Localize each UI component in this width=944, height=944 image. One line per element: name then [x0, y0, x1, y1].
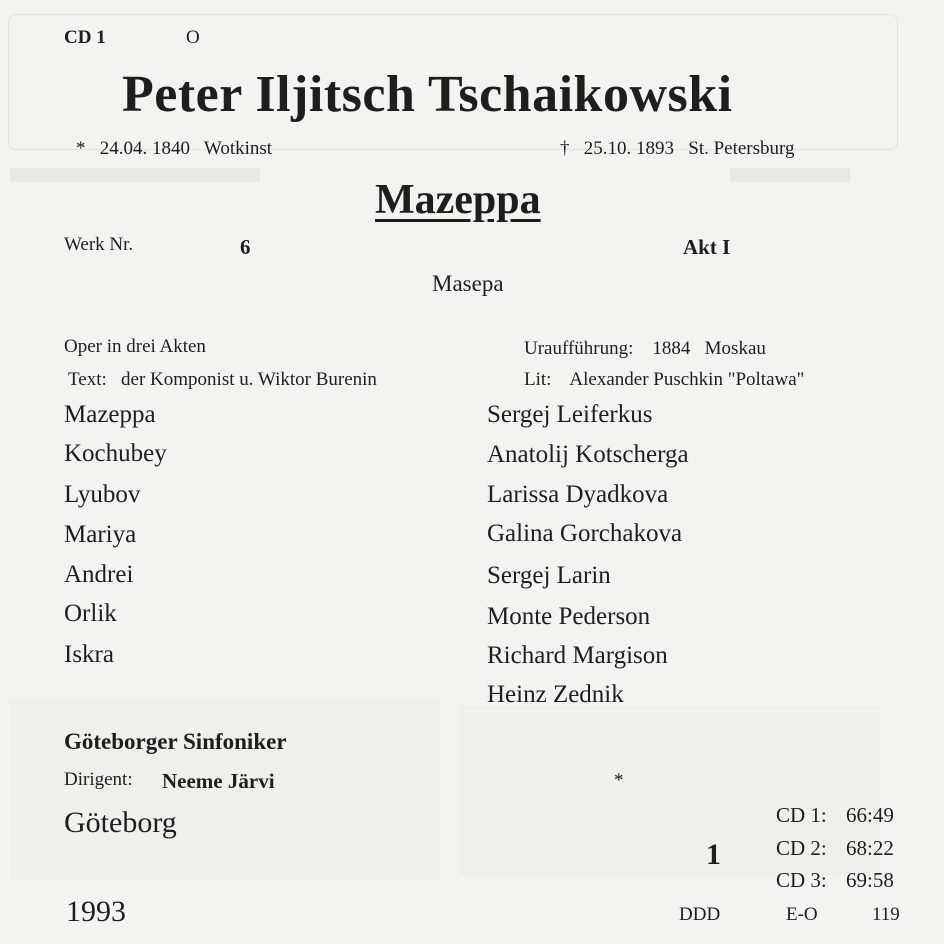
genre: Oper in drei Akten	[64, 336, 206, 357]
death-symbol: †	[560, 138, 570, 159]
recording-format: DDD	[679, 904, 721, 925]
cast-role: Kochubey	[64, 440, 167, 467]
death-date: 25.10. 1893	[583, 138, 674, 159]
work-number: 6	[240, 235, 251, 259]
cast-singer: Heinz Zednik	[487, 681, 624, 708]
birth-line	[76, 138, 272, 160]
cast-role: Orlik	[64, 600, 117, 627]
cast-singer: Anatolij Kotscherga	[487, 441, 689, 468]
conductor-name: Neeme Järvi	[162, 769, 275, 793]
disc-duration-label: CD 3:	[776, 868, 827, 892]
birth-date: 24.04. 1840	[99, 138, 190, 159]
birth-place: Wotkinst	[203, 138, 273, 159]
disc-duration-time: 68:22	[846, 836, 894, 860]
cast-singer: Richard Margison	[487, 642, 668, 669]
orchestra: Göteborger Sinfoniker	[64, 729, 287, 754]
cast-singer: Sergej Larin	[487, 562, 611, 589]
disc-duration-label: CD 2:	[776, 836, 827, 860]
cast-role: Mariya	[64, 521, 137, 548]
recording-place: Göteborg	[64, 806, 177, 839]
opera-title: Mazeppa	[375, 177, 541, 223]
literature-label: Lit:	[524, 369, 552, 390]
recording-year: 1993	[66, 895, 126, 928]
disc-duration-time: 66:49	[846, 803, 894, 827]
birth-symbol: *	[76, 138, 86, 159]
catalog-number: 119	[872, 904, 900, 925]
death-line	[560, 138, 795, 160]
cast-singer: Monte Pederson	[487, 603, 651, 630]
composer-name: Peter Iljitsch Tschaikowski	[122, 66, 733, 123]
cast-role: Iskra	[64, 641, 114, 668]
ghost-line	[730, 168, 850, 182]
act-label: Akt I	[683, 235, 731, 259]
cd-label: CD 1	[64, 27, 106, 48]
conductor-label: Dirigent:	[64, 769, 133, 790]
alt-title: Masepa	[432, 271, 504, 296]
cast-singer: Larissa Dyadkova	[487, 481, 669, 508]
ghost-line	[10, 168, 260, 182]
cast-role: Andrei	[64, 561, 134, 588]
literature-value: Alexander Puschkin "Poltawa"	[569, 369, 805, 390]
catalog-code: E-O	[786, 904, 818, 925]
disc-duration-label: CD 1:	[776, 803, 827, 827]
cd-mark: O	[186, 27, 200, 48]
libretto-label: Text:	[68, 369, 107, 390]
disc-number: 1	[706, 838, 721, 871]
libretto-line	[68, 369, 377, 391]
premiere-year: 1884	[652, 338, 691, 359]
premiere-place: Moskau	[704, 338, 766, 359]
premiere-line	[524, 338, 766, 360]
cast-singer: Galina Gorchakova	[487, 520, 683, 547]
death-place: St. Petersburg	[688, 138, 795, 159]
cast-role: Lyubov	[64, 481, 141, 508]
literature-line	[524, 369, 804, 391]
asterisk-mark: *	[614, 770, 624, 791]
disc-duration-time: 69:58	[846, 868, 894, 892]
work-number-label: Werk Nr.	[64, 234, 134, 255]
cast-singer: Sergej Leiferkus	[487, 401, 653, 428]
premiere-label: Uraufführung:	[524, 338, 634, 359]
cast-role: Mazeppa	[64, 401, 156, 428]
libretto-value: der Komponist u. Wiktor Burenin	[121, 369, 377, 390]
